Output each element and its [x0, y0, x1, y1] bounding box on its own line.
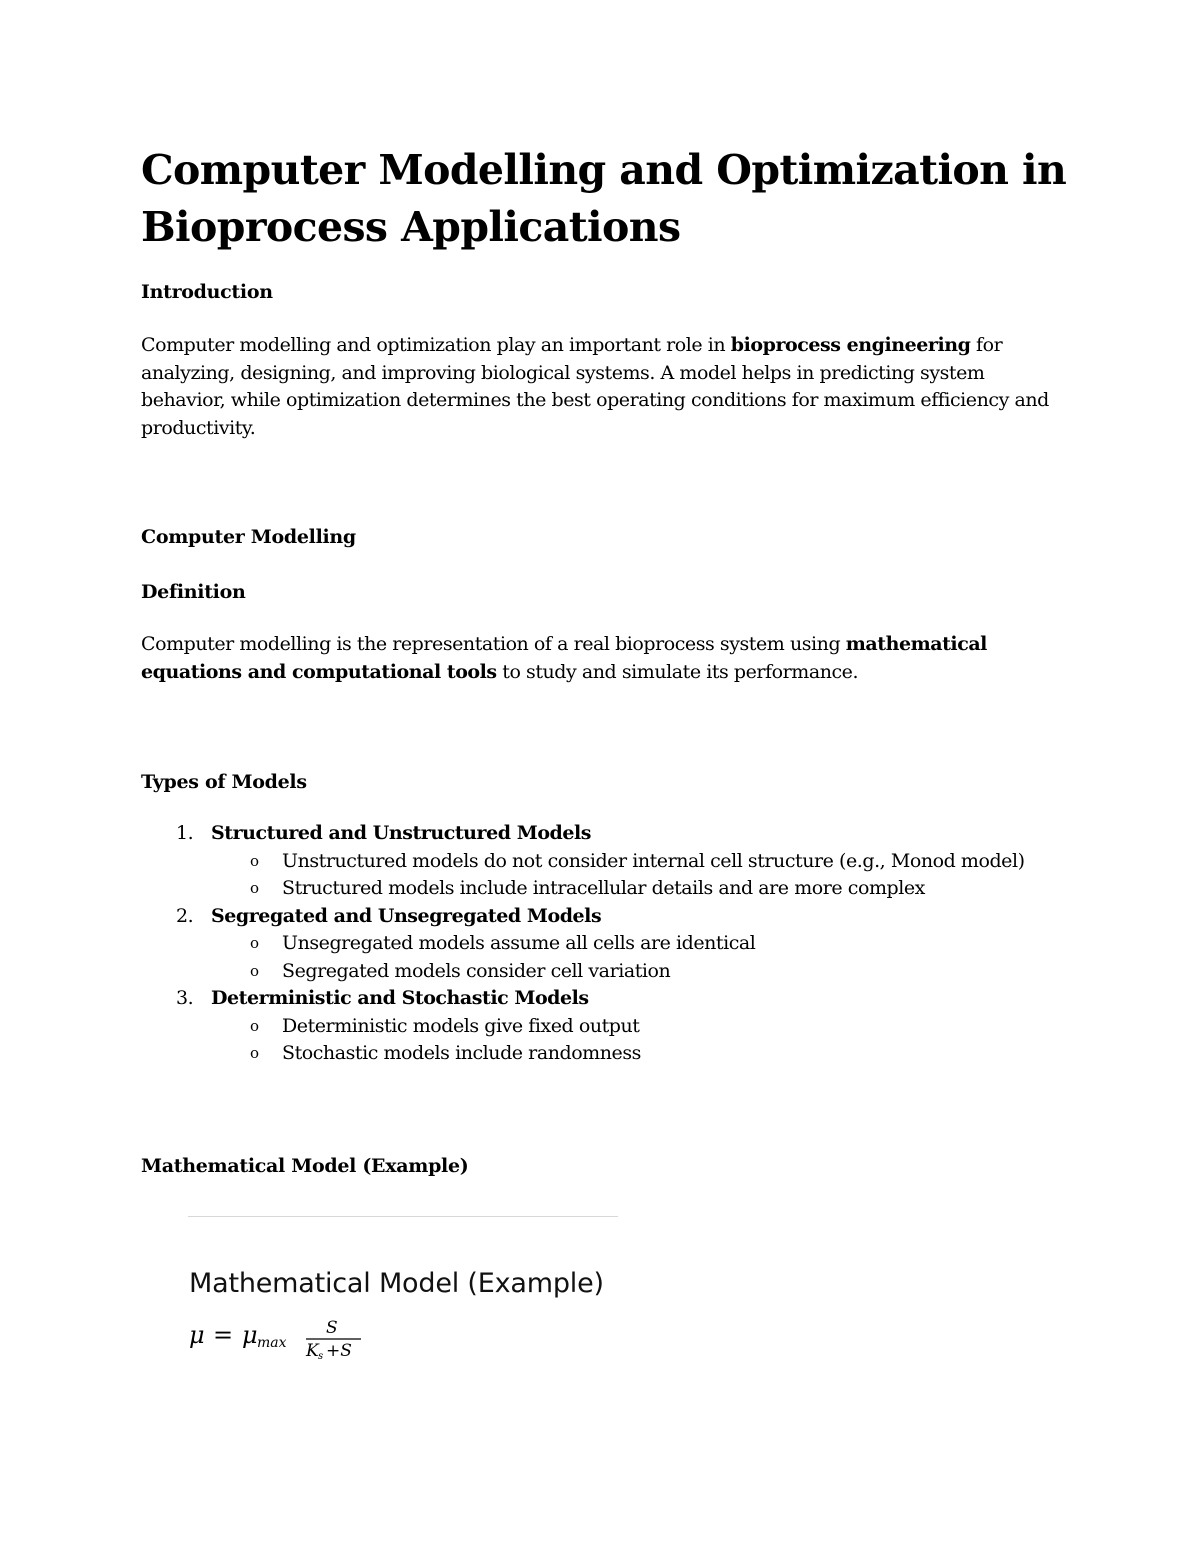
- sublist-item: [211, 875, 1101, 903]
- image-divider: [188, 1216, 618, 1217]
- intro-bold-term: bioprocess engineering: [730, 334, 971, 356]
- intro-text-after: for analyzing, designing, and improving biological systems. A model helps in predicting system behavior, while optimization determines the best operating conditions for maximum efficiency and productivity.: [141, 334, 1049, 439]
- model-types-list: [141, 820, 1101, 1068]
- list-item: [141, 820, 1101, 903]
- types-of-models-heading: Types of Models: [141, 771, 307, 793]
- sublist: [211, 848, 1101, 903]
- document-title: Computer Modelling and Optimization in Bioprocess Applications: [141, 146, 1067, 251]
- definition-text-before: Computer modelling is the representation of a real bioprocess system using: [141, 633, 846, 655]
- sublist-item-text: Unstructured models do not consider internal cell structure (e.g., Monod model): [282, 849, 1025, 872]
- list-item: [141, 903, 1101, 986]
- monod-equation: [189, 1315, 449, 1365]
- intro-text-before: Computer modelling and optimization play an important role in: [141, 334, 731, 356]
- eq-numerator: S: [326, 1318, 338, 1338]
- bullet-icon: o: [250, 961, 259, 980]
- sublist-item-text: Deterministic models give fixed output: [282, 1014, 640, 1037]
- bullet-icon: o: [250, 879, 259, 897]
- definition-heading: Definition: [141, 581, 246, 603]
- sublist-item: [211, 1013, 1101, 1041]
- computer-modelling-heading: Computer Modelling: [141, 526, 356, 548]
- sublist-item: [211, 958, 1101, 986]
- sublist-item: [211, 848, 1101, 876]
- sublist-item-text: Structured models include intracellular details and are more complex: [282, 877, 925, 899]
- sublist: [211, 930, 1101, 985]
- embedded-image-title: Mathematical Model (Example): [189, 1268, 604, 1299]
- list-item-title: Structured and Unstructured Models: [211, 822, 592, 844]
- sublist-item: [211, 930, 1101, 958]
- list-item: [141, 985, 1101, 1068]
- list-number: 2.: [176, 904, 194, 927]
- sublist-item-text: Segregated models consider cell variation: [282, 959, 671, 982]
- eq-denominator-k: K: [306, 1341, 319, 1361]
- list-number: 1.: [176, 822, 194, 844]
- eq-denominator-plus: +S: [326, 1341, 352, 1361]
- eq-equals: =: [213, 1321, 234, 1349]
- bullet-icon: o: [250, 851, 259, 870]
- eq-lhs: μ: [189, 1321, 205, 1349]
- intro-paragraph: [141, 332, 1061, 442]
- definition-bold-term: mathematical equations and computational tools: [141, 633, 987, 683]
- list-item-title: Deterministic and Stochastic Models: [211, 987, 589, 1009]
- sublist-item: [211, 1040, 1101, 1068]
- bullet-icon: o: [250, 934, 259, 952]
- intro-heading: Introduction: [141, 281, 273, 303]
- bullet-icon: o: [250, 1016, 259, 1035]
- sublist-item-text: Stochastic models include randomness: [282, 1042, 641, 1064]
- mathematical-model-heading: Mathematical Model (Example): [141, 1155, 469, 1177]
- eq-denominator-k-sub: s: [318, 1351, 324, 1362]
- eq-coef-sub: max: [257, 1335, 287, 1351]
- sublist: [211, 1013, 1101, 1068]
- definition-paragraph: [141, 631, 1021, 686]
- eq-coef: μ: [242, 1321, 258, 1349]
- bullet-icon: o: [250, 1044, 259, 1062]
- list-item-title: Segregated and Unsegregated Models: [211, 904, 602, 927]
- definition-text-after: to study and simulate its performance.: [496, 660, 859, 683]
- sublist-item-text: Unsegregated models assume all cells are identical: [282, 932, 756, 954]
- list-number: 3.: [176, 987, 194, 1009]
